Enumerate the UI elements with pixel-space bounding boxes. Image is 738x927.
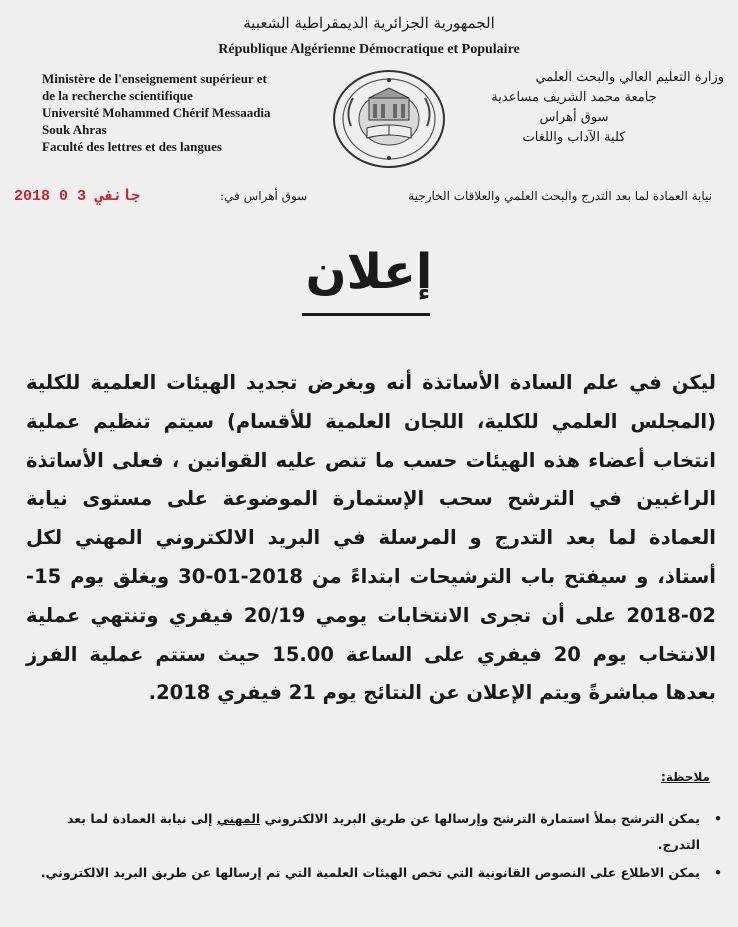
university-arabic: جامعة محمد الشريف مساعدية bbox=[491, 90, 657, 105]
ministry-line-1: Ministère de l'enseignement supérieur et bbox=[42, 71, 267, 86]
city-name: Souk Ahras bbox=[42, 122, 107, 137]
announcement-body: ليكن في علم السادة الأساتذة أنه وبغرض تجديد الهيئات العلمية للكلية (المجلس العلمي للكلية، اللجان العلمية للأقسام) سيتم تنظيم عملية انتخاب أعضاء هذه الهيئات حسب ما تنص عليه القوانين ، فعلى الأساتذة الراغبين في الترشح سحب الإستمارة الموضوعة على مستوى نيابة العمادة لما بعد التدرج و المرسلة في البريد الالكتروني المهني لكل أستاذ، و سيفتح باب الترشيحات ابتداءً من 2018-01-30 ويغلق يوم 15-02-2018 على أن تجرى الانتخابات يومي 20/19 فيفري وتنتهي عملية الانتخاب يوم 20 فيفري على الساعة 15.00 حيث ستتم عملية الفرز بعدها مباشرةً ويتم الإعلان عن النتائج يوم 21 فيفري 2018. bbox=[26, 371, 716, 705]
faculty-arabic: كلية الآداب واللغات bbox=[522, 130, 626, 145]
title-underline bbox=[302, 313, 430, 316]
bullet-icon: • bbox=[714, 811, 722, 826]
institution-block-arabic bbox=[424, 68, 724, 148]
issuing-office: نيابة العمادة لما بعد التدرج والبحث العلمي والعلاقات الخارجية bbox=[408, 189, 712, 203]
country-name-french: République Algérienne Démocratique et Populaire bbox=[218, 42, 520, 57]
institution-block-french bbox=[42, 70, 332, 155]
notes-list bbox=[22, 806, 722, 888]
announcement-title: إعلان bbox=[305, 244, 433, 300]
city-arabic: سوق أهراس bbox=[539, 110, 609, 125]
date-stamp: 2018 جانفي 3 0 bbox=[14, 188, 141, 205]
ministry-line-2: de la recherche scientifique bbox=[42, 88, 193, 103]
note-item: • يمكن الترشح بملأ استمارة الترشح وإرسالها عن طريق البريد الالكتروني المهني إلى نيابة العمادة لما بعد التدرج. bbox=[22, 806, 722, 858]
highlighted-word: المهني bbox=[216, 811, 261, 826]
faculty-name: Faculté des lettres et des langues bbox=[42, 139, 222, 154]
country-name-arabic: الجمهورية الجزائرية الديمقراطية الشعبية bbox=[243, 14, 495, 32]
university-name: Université Mohammed Chérif Messaadia bbox=[42, 105, 271, 120]
notes-heading: ملاحظة: bbox=[661, 770, 710, 784]
bullet-icon: • bbox=[714, 865, 722, 880]
date-label: سوق أهراس في: bbox=[220, 189, 308, 203]
note-item: • يمكن الاطلاع على النصوص القانونية التي تخص الهيئات العلمية التي تم إرسالها عن طريق البريد الالكتروني. bbox=[22, 860, 722, 886]
ministry-arabic: وزارة التعليم العالي والبحث العلمي bbox=[535, 70, 724, 85]
